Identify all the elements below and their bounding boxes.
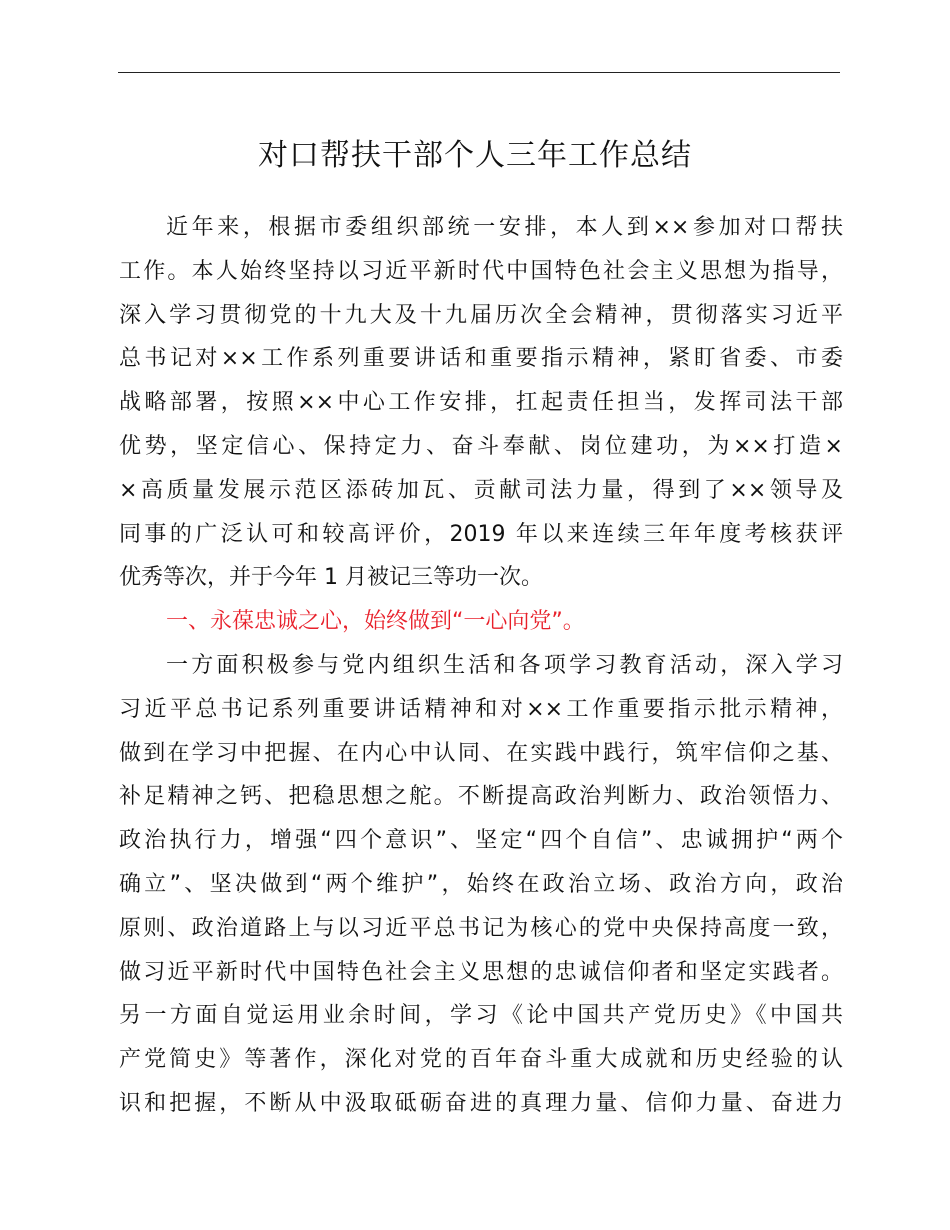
paragraph-line: 优势，坚定信心、保持定力、奋斗奉献、岗位建功，为××打造×: [119, 433, 843, 459]
section-heading: 一、永葆忠诚之心，始终做到“一心向党”。: [166, 609, 585, 635]
paragraph-line: 优秀等次，并于今年 1 月被记三等功一次。: [119, 565, 543, 591]
header-rule: [118, 72, 840, 73]
paragraph-line: 补足精神之钙、把稳思想之舵。不断提高政治判断力、政治领悟力、: [119, 784, 843, 810]
document-title: 对口帮扶干部个人三年工作总结: [258, 138, 692, 173]
paragraph-line: 战略部署，按照××中心工作安排，扛起责任担当，发挥司法干部: [119, 390, 843, 416]
paragraph-line: 做习近平新时代中国特色社会主义思想的忠诚信仰者和坚定实践者。: [119, 959, 843, 985]
section1-paragraph: [119, 644, 843, 1126]
paragraph-line: ×高质量发展示范区添砖加瓦、贡献司法力量，得到了××领导及: [119, 477, 843, 503]
paragraph-line: 习近平总书记系列重要讲话精神和对××工作重要指示批示精神，: [119, 696, 843, 722]
paragraph-line: 做到在学习中把握、在内心中认同、在实践中践行，筑牢信仰之基、: [119, 740, 843, 766]
paragraph-line: 确立”、坚决做到“两个维护”，始终在政治立场、政治方向，政治: [119, 871, 843, 897]
paragraph-line: 总书记对××工作系列重要讲话和重要指示精神，紧盯省委、市委: [119, 346, 843, 372]
intro-paragraph: [119, 206, 843, 600]
paragraph-line: 同事的广泛认可和较高评价，2019 年以来连续三年年度考核获评: [119, 521, 843, 547]
paragraph-line: 深入学习贯彻党的十九大及十九届历次全会精神，贯彻落实习近平: [119, 302, 843, 328]
paragraph-line: 近年来，根据市委组织部统一安排，本人到××参加对口帮扶: [166, 215, 843, 240]
paragraph-line: 一方面积极参与党内组织生活和各项学习教育活动，深入学习: [166, 652, 843, 678]
paragraph-line: 原则、政治道路上与以习近平总书记为核心的党中央保持高度一致，: [119, 915, 843, 941]
paragraph-line: 产党简史》等著作，深化对党的百年奋斗重大成就和历史经验的认: [119, 1047, 843, 1073]
paragraph-line: 工作。本人始终坚持以习近平新时代中国特色社会主义思想为指导，: [119, 258, 843, 284]
document-body: [119, 206, 843, 1126]
paragraph-line: 另一方面自觉运用业余时间，学习《论中国共产党历史》《中国共: [119, 1003, 843, 1029]
paragraph-line: 政治执行力，增强“四个意识”、坚定“四个自信”、忠诚拥护“两个: [119, 828, 843, 854]
paragraph-line: 识和把握，不断从中汲取砥砺奋进的真理力量、信仰力量、奋进力: [119, 1090, 843, 1116]
